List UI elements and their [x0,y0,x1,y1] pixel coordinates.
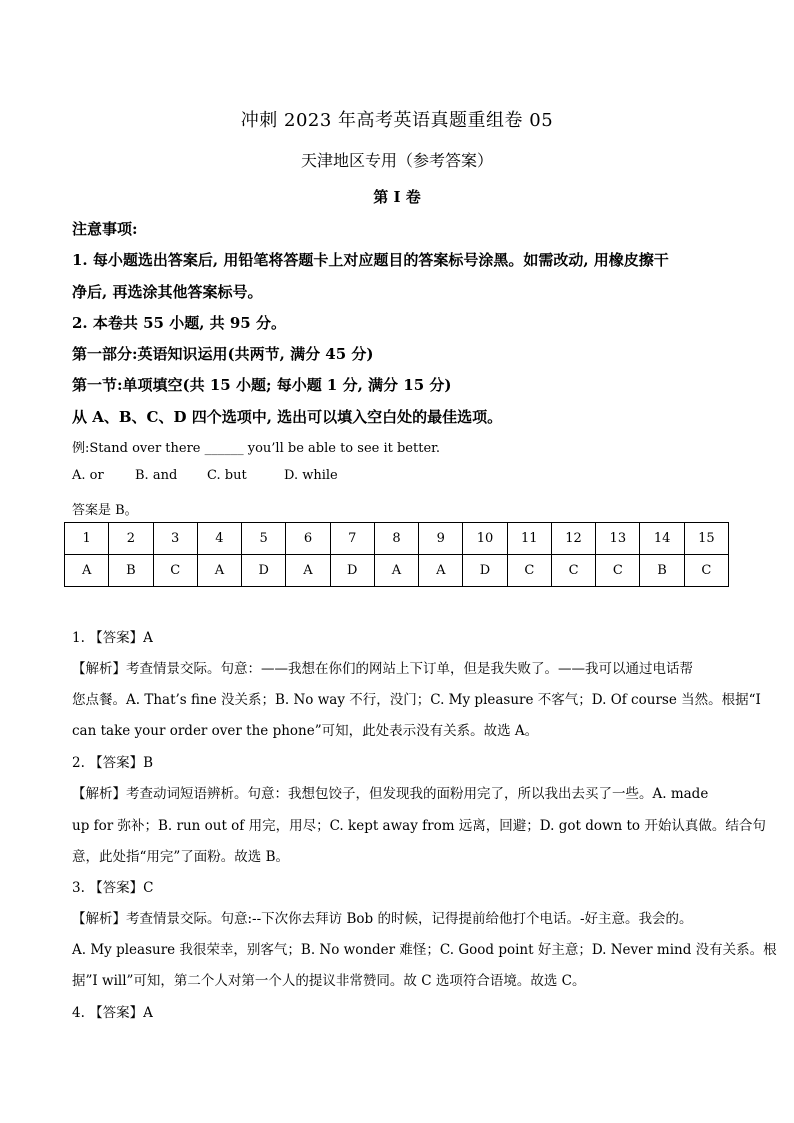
q3-explanation-line-2: A. My pleasure 我很荣幸，别客气；B. No wonder 难怪；C. Good point 好主意；D. Never mind 没有关系。根 [72,942,777,958]
part1-heading: 第一部分:英语知识运用(共两节, 满分 45 分) [72,345,374,363]
q1-answer: 1. 【答案】A [72,630,153,646]
q3-explanation-line-1: 【解析】考查情景交际。句意:--下次你去拜访 Bob 的时候，记得提前给他打个电话。-好主意。我会的。 [72,911,693,927]
example-option-b: B. and [135,468,178,483]
table-cell: B [640,555,684,587]
q1-explanation-line-2: 您点餐。A. That’s fine 没关系；B. No way 不行，没门；C. My pleasure 不客气；D. Of course 当然。根据“I [72,692,761,708]
table-cell: 9 [419,523,463,555]
table-cell: A [374,555,418,587]
q2-answer: 2. 【答案】B [72,755,154,771]
table-cell: 4 [197,523,241,555]
table-cell: 5 [242,523,286,555]
example-option-a: A. or [72,468,104,483]
notes-item-2: 2. 本卷共 55 小题, 共 95 分。 [72,314,286,332]
table-cell: 7 [330,523,374,555]
table-cell: 2 [109,523,153,555]
table-cell: C [551,555,595,587]
answer-table-number-row [65,523,729,555]
table-cell: 15 [684,523,728,555]
q2-explanation-line-1: 【解析】考查动词短语辨析。句意：我想包饺子，但发现我的面粉用完了，所以我出去买了一些。A. made [72,786,709,802]
table-cell: C [153,555,197,587]
table-cell: A [286,555,330,587]
q3-explanation-line-3: 据”I will”可知，第二个人对第一个人的提议非常赞同。故 C 选项符合语境。故选 C。 [72,973,586,989]
q4-answer: 4. 【答案】A [72,1005,153,1021]
table-cell: C [507,555,551,587]
table-cell: 13 [596,523,640,555]
table-cell: C [596,555,640,587]
notes-item-1-line-2: 净后, 再选涂其他答案标号。 [72,283,263,301]
table-cell: 8 [374,523,418,555]
table-cell: 1 [65,523,109,555]
table-cell: C [684,555,728,587]
table-cell: 10 [463,523,507,555]
answer-table [64,522,729,587]
q1-explanation-line-3: can take your order over the phone”可知，此处表示没有关系。故选 A。 [72,723,539,739]
table-cell: D [330,555,374,587]
volume-heading: 第 I 卷 [373,188,421,206]
q1-explanation-line-1: 【解析】考查情景交际。句意：——我想在你们的网站上下订单，但是我失败了。——我可以通过电话帮 [72,661,693,677]
table-cell: A [197,555,241,587]
example-option-d: D. while [284,468,338,483]
table-cell: 12 [551,523,595,555]
table-cell: D [242,555,286,587]
section-instruction: 从 A、B、C、D 四个选项中, 选出可以填入空白处的最佳选项。 [72,408,503,426]
table-cell: 14 [640,523,684,555]
table-cell: 6 [286,523,330,555]
notes-item-1-line-1: 1. 每小题选出答案后, 用铅笔将答题卡上对应题目的答案标号涂黑。如需改动, 用橡皮擦干 [72,251,669,269]
example-option-c: C. but [207,468,247,483]
table-cell: B [109,555,153,587]
table-cell: D [463,555,507,587]
q2-explanation-line-2: up for 弥补；B. run out of 用完，用尽；C. kept away from 远离，回避；D. got down to 开始认真做。结合句 [72,818,766,834]
notes-heading: 注意事项: [72,220,138,238]
section1-heading: 第一节:单项填空(共 15 小题; 每小题 1 分, 满分 15 分) [72,376,452,394]
table-cell: A [65,555,109,587]
table-cell: 3 [153,523,197,555]
example-answer: 答案是 B。 [72,503,138,518]
example-question: 例:Stand over there ______ you’ll be able to see it better. [72,441,441,456]
answer-table-answer-row [65,555,729,587]
table-cell: 11 [507,523,551,555]
page-title: 冲刺 2023 年高考英语真题重组卷 05 [240,110,554,131]
q2-explanation-line-3: 意，此处指“用完”了面粉。故选 B。 [72,849,290,865]
table-cell: A [419,555,463,587]
q3-answer: 3. 【答案】C [72,880,154,896]
page-subtitle: 天津地区专用（参考答案） [300,151,493,170]
